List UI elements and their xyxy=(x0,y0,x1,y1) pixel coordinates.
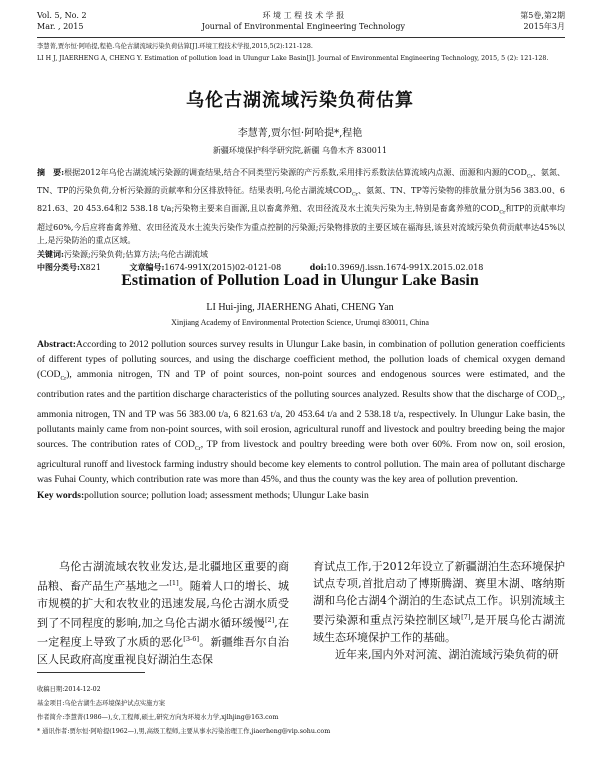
abstract-text-en: According to 2012 pollution sources survey results in Ulungur Lake basin, in combination of pollution generation coefficients of different types of polluting sources, and using the discharge coefficient method, the pollution loads of chemical oxygen demand $(COD_{Cr})$, ammonia nitrogen, TN and TP of point sources, non-point sources and endogenous sources were estimated, and the contribution rates and the partition discharge characteristics of the polluting sources analyzed. Results show that the discharge of $COD_{Cr}$, ammonia nitrogen, TN and TP was 56 383.00 t/a, 6 821.63 t/a, 20 453.64 t/a and 2 538.18 t/a, respectively. In Ulungur Lake basin, the pollutants mainly came from non-point sources, with soil erosion, agricultural runoff and livestock and poultry breeding being the major sources. The contribution rates of $COD_{Cr}$, TP from livestock and poultry breeding were both over 60%. From now on, soil erosion, agricultural runoff and livestock farming industry should become key elements to control pollution. The main area of pollutant discharge was Fuhai County, which contribution rate was more than 45%, and thus the county was the key area of pollution prevention. xyxy=(37,339,565,486)
running-header xyxy=(37,10,565,38)
classification-line: 中图分类号:X821 文章编号:1674-991X(2015)02-0121-08 doi:10.3969/j.issn.1674-991X.2015.02.018 xyxy=(37,262,484,273)
clc-code: X821 xyxy=(79,263,101,273)
abstract-label-en: Abstract: xyxy=(37,339,76,350)
author-bio: 作者简介:李慧菁(1986—),女,工程师,硕士,研究方向为环境水力学,xjlhjing@163.com xyxy=(37,714,279,721)
keywords-cn: 污染源;污染负荷;估算方法;乌伦古湖流域 xyxy=(63,249,209,259)
paragraph: 近年来,国内外对河流、湖泊流域污染负荷的研 xyxy=(335,647,559,661)
corresponding-author: * 通讯作者:贾尔恒·阿哈提(1962—),男,高级工程师,主要从事水污染治理工作,jiaerheng@vip.sohu.com xyxy=(37,728,331,735)
body-column-right xyxy=(313,558,565,663)
fund-project: 基金项目:乌伦古湖生态环境保护试点实施方案 xyxy=(37,700,166,707)
affiliation-cn: 新疆环境保护科学研究院,新疆 乌鲁木齐 830011 xyxy=(212,146,388,155)
article-number: 1674-991X(2015)02-0121-08 xyxy=(164,263,282,273)
abstract-text-cn: 根据2012年乌伦古湖流域污染源的调查结果,结合不同类型污染源的产污系数,采用排污系数法估算流域内点源、面源和内源的$COD_{Cr}$、氨氮、TN、TP的污染负荷,分析污染源的贡献率和分区排放特征。结果表明,乌伦古湖流域$COD_{Cr}$、氨氮、TN、TP等污染物的排放量分别为56 383.00、6 821.63、20 453.64和2 538.18 t/a;污染物主要来自面源,且以畜禽养殖、农田径流及水土流失污染为主,特别是畜禽养殖的$COD_{Cr}$和TP的贡献率均超过60%,今后应将畜禽养殖、农田径流及水土流失污染作为重点控制的污染源;污染物排放的主要区域在福海县,该县对流域污染负荷贡献率达45%以上,是污染防治的重点区域。 xyxy=(37,168,566,246)
abstract-en xyxy=(37,337,565,503)
affiliation-en: Xinjiang Academy of Environmental Protection Science, Urumqi 830011, China xyxy=(171,318,429,327)
volume-info-cn: 第5卷,第2期 2015年3月 xyxy=(520,11,565,31)
received-date: 收稿日期:2014-12-02 xyxy=(37,686,101,693)
footnotes xyxy=(37,683,330,739)
authors-en: LI Hui-jing, JIAERHENG Ahati, CHENG Yan xyxy=(206,302,394,313)
citation-en: LI H J, JIAERHENG A, CHENG Y. Estimation of pollution load in Ulungur Lake Basin[J]. Journal of Environmental Engineering Technology, 2015, 5 (2): 121-128. xyxy=(37,55,549,62)
keywords-en: pollution source; pollution load; assessment methods; Ulungur Lake basin xyxy=(84,489,369,501)
paragraph: 乌伦古湖流域农牧业发达,是北疆地区重要的商品粮、畜产品生产基地之一[1]。随着人口的增长、城市规模的扩大和农牧业的迅速发展,乌伦古湖水质受到了不同程度的影响,加之乌伦古湖水循环缓慢[2],在一定程度上导致了水质的恶化[3-6]。新疆维吾尔自治区人民政府高度重视良好湖泊生态保 xyxy=(37,560,290,666)
abstract-label-cn: 摘 要: xyxy=(37,167,65,177)
page-title-en: Estimation of Pollution Load in Ulungur Lake Basin xyxy=(121,272,479,289)
keywords-label-en: Key words: xyxy=(37,489,85,501)
doi: 10.3969/j.issn.1674-991X.2015.02.018 xyxy=(326,263,484,273)
journal-name: 环 境 工 程 技 术 学 报 Journal of Environmental Engineering Technology xyxy=(201,11,406,31)
abstract-cn xyxy=(37,166,565,275)
footnote-divider xyxy=(37,672,145,673)
authors-cn: 李慧菁,贾尔恒·阿哈提*,程艳 xyxy=(237,128,363,139)
paragraph: 育试点工作,于2012年设立了新疆湖泊生态环境保护试点专项,首批启动了博斯腾湖、赛里木湖、喀纳斯湖和乌伦古湖4个湖泊的生态试点工作。识别流域主要污染源和重点污染控制区域[7],是开展乌伦古湖流域生态环境保护工作的基础。 xyxy=(313,560,566,644)
body-column-left xyxy=(37,558,289,668)
page-title-cn: 乌伦古湖流域污染负荷估算 xyxy=(186,90,414,111)
citation-cn: 李慧菁,贾尔恒·阿哈提,程艳.乌伦古湖流域污染负荷估算[J].环境工程技术学报,2015,5(2):121-128. xyxy=(37,43,313,50)
volume-info-en: Vol. 5, No. 2 Mar. , 2015 xyxy=(37,11,87,31)
keywords-label-cn: 关键词: xyxy=(37,248,64,259)
